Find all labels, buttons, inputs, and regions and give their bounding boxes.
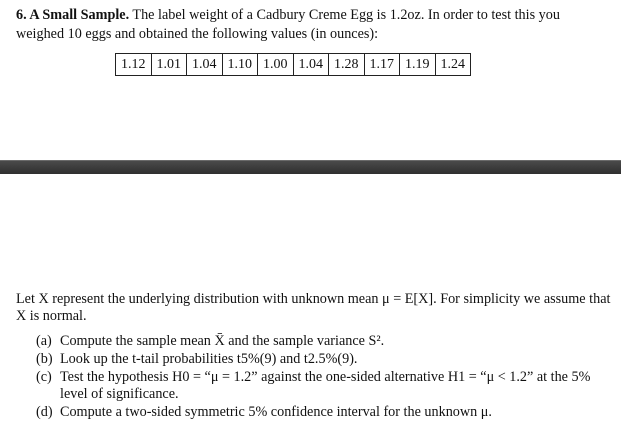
weight-cell: 1.19 (400, 54, 436, 76)
list-item (36, 369, 612, 403)
problem-title: 6. A Small Sample. (16, 7, 130, 23)
weights-table (115, 53, 471, 76)
part-label: (c) (36, 369, 52, 385)
part-text: Compute the sample mean X̄ and the sample variance S². (60, 333, 385, 349)
weight-cell: 1.12 (116, 54, 152, 76)
part-text: Look up the t-tail probabilities t5%(9) and t2.5%(9). (60, 351, 358, 367)
parts-list (16, 333, 612, 421)
list-item (36, 351, 612, 368)
weights-row (116, 54, 471, 76)
part-label: (d) (36, 404, 53, 420)
weight-cell: 1.10 (222, 54, 258, 76)
part-text: Compute a two-sided symmetric 5% confidence interval for the unknown μ. (60, 404, 492, 420)
problem-body (16, 291, 612, 422)
part-label: (a) (36, 333, 52, 349)
list-item (36, 333, 612, 350)
part-label: (b) (36, 351, 53, 367)
weight-cell: 1.17 (364, 54, 400, 76)
weight-cell: 1.01 (151, 54, 187, 76)
problem-intro: The label weight of a Cadbury Creme Egg is 1.2oz. In order to test this you weighed 10 eggs and obtained the following values (in ounces): (16, 7, 560, 42)
weight-cell: 1.00 (258, 54, 294, 76)
list-item (36, 404, 612, 421)
part-text: Test the hypothesis H0 = “μ = 1.2” against the one-sided alternative H1 = “μ < 1.2” at the 5% level of significance. (60, 369, 591, 402)
setup-text: Let X represent the underlying distribution with unknown mean μ = E[X]. For simplicity we assume that X is normal. (16, 291, 611, 324)
weight-cell: 1.28 (329, 54, 365, 76)
problem-statement (16, 6, 611, 44)
weight-cell: 1.04 (187, 54, 223, 76)
weight-cell: 1.04 (293, 54, 329, 76)
page-divider-bar (0, 160, 621, 174)
weight-cell: 1.24 (435, 54, 471, 76)
